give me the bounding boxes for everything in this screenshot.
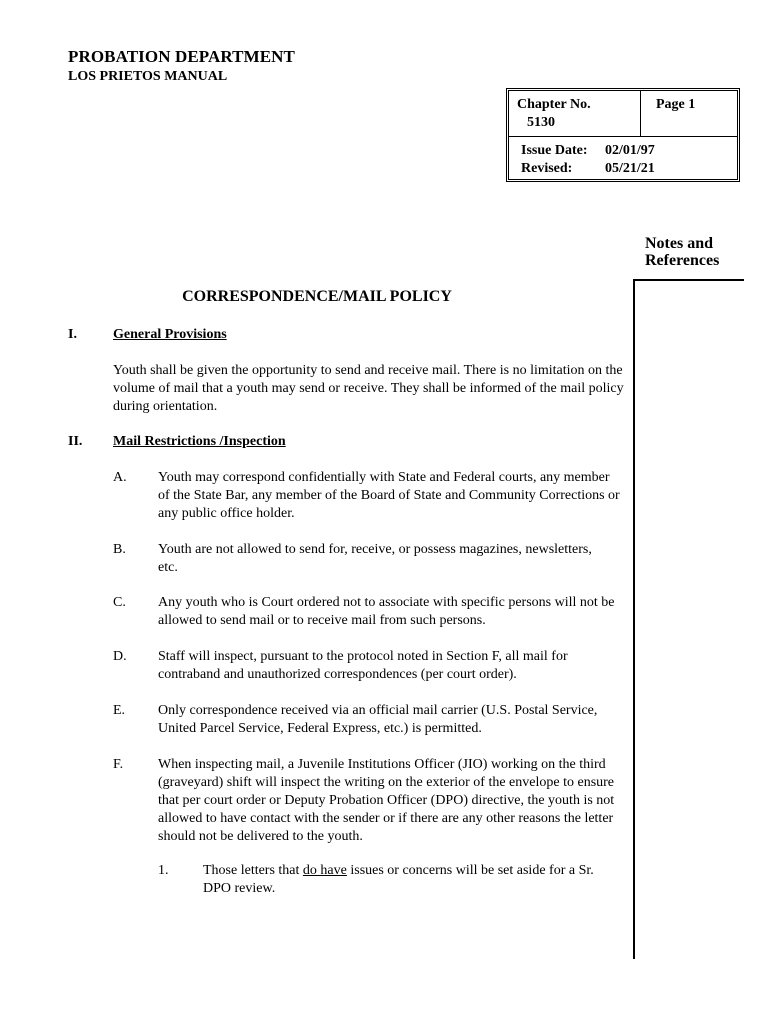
subitem-1-text-before: Those letters that: [203, 863, 303, 878]
issue-date-label: Issue Date:: [521, 143, 588, 158]
subitem-1-label: 1.: [158, 863, 169, 878]
revised-label: Revised:: [521, 161, 573, 176]
info-box-divider-horizontal: [509, 136, 737, 137]
item-f-text: When inspecting mail, a Juvenile Institutions Officer (JIO) working on the third (graveyard) shift will inspect the writing on the exterior of the envelope to ensure that per court order or Deputy Probation Officer (DPO) directive, the youth is not allowed to have contact with the sender or if there are any other reasons the letter should not be delivered to the youth.: [158, 757, 615, 844]
notes-column-top-rule: [634, 279, 744, 281]
policy-title: CORRESPONDENCE/MAIL POLICY: [182, 288, 452, 305]
item-c-text: Any youth who is Court ordered not to associate with specific persons will not be allowed to send mail or to receive mail from such persons.: [158, 595, 615, 628]
section-1-text: Youth shall be given the opportunity to send and receive mail. There is no limitation on the volume of mail that a youth may send or receive. They shall be informed of the mail policy during orientation.: [113, 363, 624, 414]
notes-references-heading: [645, 235, 719, 269]
item-c-label: C.: [113, 595, 126, 610]
chapter-number: 5130: [527, 115, 555, 130]
item-e-text: Only correspondence received via an official mail carrier (U.S. Postal Service, United Parcel Service, Federal Express, etc.) is permitted.: [158, 703, 598, 736]
notes-heading-line2: References: [645, 252, 720, 269]
item-d-label: D.: [113, 649, 127, 664]
item-e-label: E.: [113, 703, 126, 718]
info-box-divider-vertical: [640, 91, 641, 136]
notes-heading-line1: Notes and: [645, 235, 714, 252]
item-f-label: F.: [113, 757, 124, 772]
revised-date-value: 05/21/21: [605, 161, 655, 176]
manual-subtitle: LOS PRIETOS MANUAL: [68, 69, 228, 84]
item-d-text: Staff will inspect, pursuant to the protocol noted in Section F, all mail for contraband and unauthorized correspondences (per court order).: [158, 649, 568, 682]
section-2-number: II.: [68, 434, 83, 449]
item-b-text: Youth are not allowed to send for, receive, or possess magazines, newsletters, etc.: [158, 542, 592, 575]
item-a-label: A.: [113, 470, 127, 485]
chapter-label: Chapter No.: [517, 97, 591, 112]
subitem-1-text-after: issues or concerns will be set aside for a Sr. DPO review.: [203, 863, 594, 896]
subitem-1-underlined: do have: [302, 863, 347, 878]
item-a-text: Youth may correspond confidentially with State and Federal courts, any member of the State Bar, any member of the Board of State and Community Corrections or any public office holder.: [158, 470, 620, 521]
issue-date-value: 02/01/97: [605, 143, 655, 158]
section-1-heading: General Provisions: [113, 327, 227, 342]
item-b-label: B.: [113, 542, 126, 557]
section-1-number: I.: [68, 327, 77, 342]
chapter-info-box: [506, 88, 740, 182]
page-label: Page 1: [656, 97, 696, 112]
subitem-1-text: [203, 862, 613, 898]
section-2-heading: Mail Restrictions /Inspection: [113, 434, 286, 449]
department-title: PROBATION DEPARTMENT: [68, 47, 295, 66]
notes-column-divider: [633, 279, 635, 959]
